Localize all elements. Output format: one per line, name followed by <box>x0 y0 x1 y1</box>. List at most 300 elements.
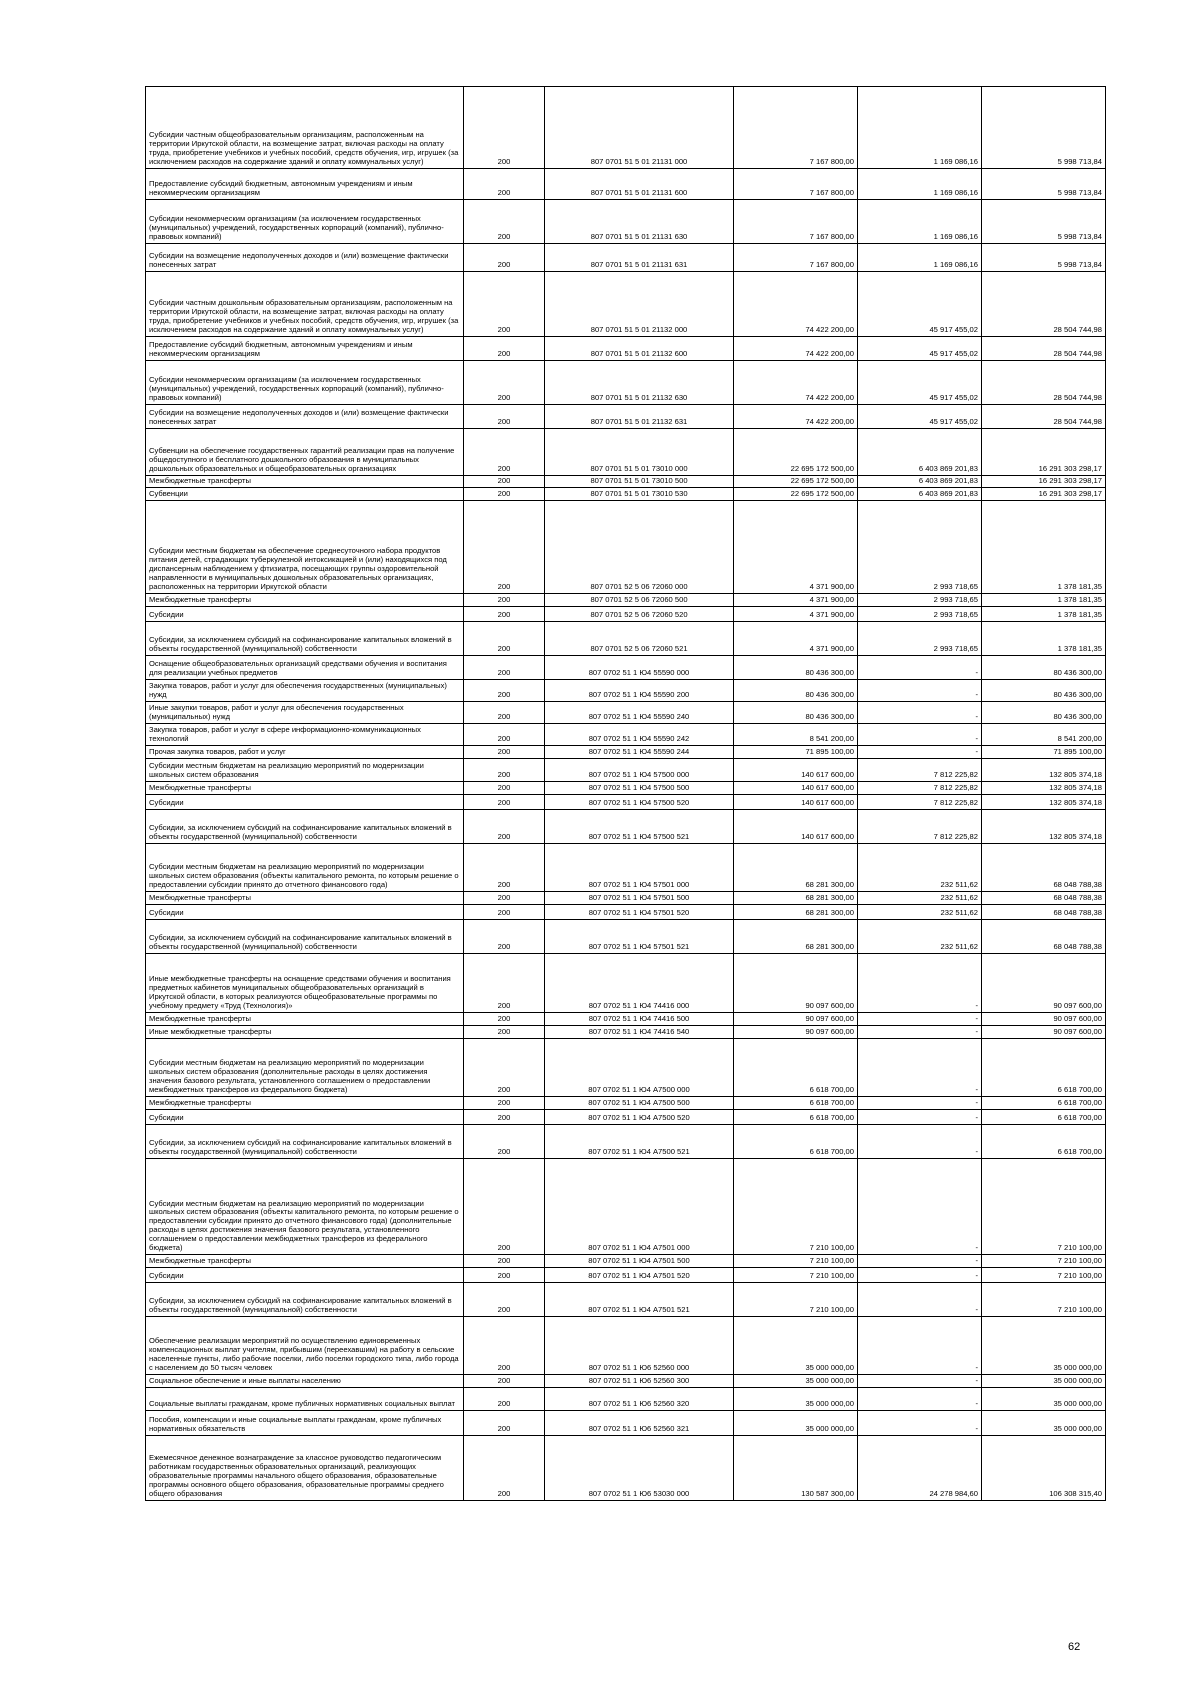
approved-amount-cell: 68 281 300,00 <box>734 920 858 954</box>
unexecuted-amount-cell: 80 436 300,00 <box>982 656 1106 680</box>
table-row <box>146 1159 1106 1255</box>
expense-name-cell: Субсидии местным бюджетам на реализацию мероприятий по модернизации школьных систем образования <box>146 759 464 782</box>
line-code-cell: 200 <box>464 746 545 759</box>
table-body <box>146 87 1106 1501</box>
approved-amount-cell: 7 210 100,00 <box>734 1255 858 1268</box>
unexecuted-amount-cell: 28 504 744,98 <box>982 405 1106 429</box>
executed-amount-cell: - <box>858 1255 982 1268</box>
budget-classification-code-cell: 807 0702 51 1 Ю4 55590 000 <box>545 656 734 680</box>
table-row <box>146 954 1106 1013</box>
unexecuted-amount-cell: 6 618 700,00 <box>982 1039 1106 1097</box>
budget-classification-code-cell: 807 0702 51 1 Ю4 А7500 000 <box>545 1039 734 1097</box>
budget-classification-code-cell: 807 0701 51 5 01 21131 630 <box>545 200 734 244</box>
unexecuted-amount-cell: 132 805 374,18 <box>982 795 1106 810</box>
approved-amount-cell: 140 617 600,00 <box>734 810 858 844</box>
table-row <box>146 656 1106 680</box>
approved-amount-cell: 8 541 200,00 <box>734 724 858 746</box>
expense-name-cell: Субвенции <box>146 488 464 501</box>
expense-name-cell: Субсидии местным бюджетам на реализацию мероприятий по модернизации школьных систем образования (дополнительные расходы в целях достижения значения базового результата, установленного соглашением о предоставлении межбюджетных трансферов из федерального бюджета) <box>146 1039 464 1097</box>
unexecuted-amount-cell: 5 998 713,84 <box>982 244 1106 272</box>
table-row <box>146 1013 1106 1026</box>
approved-amount-cell: 140 617 600,00 <box>734 795 858 810</box>
approved-amount-cell: 35 000 000,00 <box>734 1375 858 1388</box>
budget-classification-code-cell: 807 0701 51 5 01 21132 600 <box>545 337 734 361</box>
table-row <box>146 622 1106 656</box>
approved-amount-cell: 22 695 172 500,00 <box>734 488 858 501</box>
budget-execution-table <box>145 86 1106 1501</box>
executed-amount-cell: - <box>858 746 982 759</box>
expense-name-cell: Социальные выплаты гражданам, кроме публичных нормативных социальных выплат <box>146 1388 464 1411</box>
expense-name-cell: Субсидии местным бюджетам на обеспечение среднесуточного набора продуктов питания детей, страдающих туберкулезной интоксикацией и (или) находящихся под диспансерным наблюдением у фтизиатра, посещающих группы оздоровительной направленности в муниципальных дошкольных образовательных организациях, расположенных на территории Иркутской области <box>146 501 464 594</box>
line-code-cell: 200 <box>464 1255 545 1268</box>
approved-amount-cell: 80 436 300,00 <box>734 656 858 680</box>
budget-classification-code-cell: 807 0701 51 5 01 21131 600 <box>545 169 734 200</box>
expense-name-cell: Социальное обеспечение и иные выплаты населению <box>146 1375 464 1388</box>
executed-amount-cell: 7 812 225,82 <box>858 759 982 782</box>
budget-classification-code-cell: 807 0702 51 1 Ю4 57500 000 <box>545 759 734 782</box>
table-row <box>146 1125 1106 1159</box>
unexecuted-amount-cell: 7 210 100,00 <box>982 1255 1106 1268</box>
unexecuted-amount-cell: 5 998 713,84 <box>982 200 1106 244</box>
line-code-cell: 200 <box>464 607 545 622</box>
executed-amount-cell: 232 511,62 <box>858 920 982 954</box>
expense-name-cell: Пособия, компенсации и иные социальные выплаты гражданам, кроме публичных нормативных обязательств <box>146 1411 464 1436</box>
line-code-cell: 200 <box>464 1268 545 1283</box>
budget-classification-code-cell: 807 0702 51 1 Ю6 52560 300 <box>545 1375 734 1388</box>
unexecuted-amount-cell: 6 618 700,00 <box>982 1110 1106 1125</box>
approved-amount-cell: 4 371 900,00 <box>734 594 858 607</box>
table-row <box>146 1110 1106 1125</box>
unexecuted-amount-cell: 28 504 744,98 <box>982 272 1106 337</box>
expense-name-cell: Субсидии <box>146 607 464 622</box>
expense-name-cell: Субсидии <box>146 795 464 810</box>
unexecuted-amount-cell: 35 000 000,00 <box>982 1411 1106 1436</box>
budget-classification-code-cell: 807 0702 51 1 Ю4 74416 540 <box>545 1026 734 1039</box>
table-row <box>146 1388 1106 1411</box>
approved-amount-cell: 80 436 300,00 <box>734 702 858 724</box>
approved-amount-cell: 4 371 900,00 <box>734 501 858 594</box>
table-row <box>146 724 1106 746</box>
line-code-cell: 200 <box>464 656 545 680</box>
expense-name-cell: Обеспечение реализации мероприятий по осуществлению единовременных компенсационных выплат учителям, прибывшим (переехавшим) на работу в сельские населенные пункты, либо рабочие поселки, либо поселки городского типа, либо города с населением до 50 тысяч человек <box>146 1317 464 1375</box>
executed-amount-cell: 45 917 455,02 <box>858 405 982 429</box>
executed-amount-cell: 2 993 718,65 <box>858 594 982 607</box>
line-code-cell: 200 <box>464 87 545 169</box>
approved-amount-cell: 7 210 100,00 <box>734 1268 858 1283</box>
approved-amount-cell: 7 167 800,00 <box>734 169 858 200</box>
unexecuted-amount-cell: 7 210 100,00 <box>982 1283 1106 1317</box>
budget-classification-code-cell: 807 0701 51 5 01 73010 000 <box>545 429 734 476</box>
unexecuted-amount-cell: 35 000 000,00 <box>982 1388 1106 1411</box>
budget-classification-code-cell: 807 0702 51 1 Ю4 А7501 521 <box>545 1283 734 1317</box>
expense-name-cell: Субсидии частным дошкольным образовательным организациям, расположенным на территории Иркутской области, на возмещение затрат, включая расходы на оплату труда, приобретение учебников и учебных пособий, средств обучения, игр, игрушек (за исключением расходов на содержание зданий и оплату коммунальных услуг) <box>146 272 464 337</box>
line-code-cell: 200 <box>464 1375 545 1388</box>
approved-amount-cell: 6 618 700,00 <box>734 1097 858 1110</box>
executed-amount-cell: - <box>858 1013 982 1026</box>
expense-name-cell: Субсидии <box>146 1110 464 1125</box>
expense-name-cell: Межбюджетные трансферты <box>146 1097 464 1110</box>
unexecuted-amount-cell: 132 805 374,18 <box>982 759 1106 782</box>
approved-amount-cell: 71 895 100,00 <box>734 746 858 759</box>
executed-amount-cell: - <box>858 1110 982 1125</box>
budget-classification-code-cell: 807 0702 51 1 Ю4 57501 500 <box>545 892 734 905</box>
line-code-cell: 200 <box>464 200 545 244</box>
budget-classification-code-cell: 807 0702 51 1 Ю4 А7500 521 <box>545 1125 734 1159</box>
line-code-cell: 200 <box>464 680 545 702</box>
table-row <box>146 337 1106 361</box>
expense-name-cell: Субсидии, за исключением субсидий на софинансирование капитальных вложений в объекты государственной (муниципальной) собственности <box>146 1125 464 1159</box>
line-code-cell: 200 <box>464 244 545 272</box>
unexecuted-amount-cell: 6 618 700,00 <box>982 1097 1106 1110</box>
unexecuted-amount-cell: 71 895 100,00 <box>982 746 1106 759</box>
expense-name-cell: Оснащение общеобразовательных организаций средствами обучения и воспитания для реализации учебных предметов <box>146 656 464 680</box>
executed-amount-cell: - <box>858 1411 982 1436</box>
expense-name-cell: Ежемесячное денежное вознаграждение за классное руководство педагогическим работникам государственных образовательных организаций, реализующих образовательные программы начального общего образования, образовательные программы основного общего образования, образовательные программы среднего общего образования <box>146 1436 464 1501</box>
expense-name-cell: Субсидии <box>146 905 464 920</box>
table-row <box>146 782 1106 795</box>
expense-name-cell: Закупка товаров, работ и услуг в сфере информационно-коммуникационных технологий <box>146 724 464 746</box>
table-row <box>146 87 1106 169</box>
line-code-cell: 200 <box>464 1097 545 1110</box>
table-row <box>146 200 1106 244</box>
table-row <box>146 594 1106 607</box>
budget-classification-code-cell: 807 0702 51 1 Ю4 А7500 500 <box>545 1097 734 1110</box>
table-row <box>146 844 1106 892</box>
line-code-cell: 200 <box>464 337 545 361</box>
executed-amount-cell: 1 169 086,16 <box>858 87 982 169</box>
budget-classification-code-cell: 807 0702 51 1 Ю6 52560 321 <box>545 1411 734 1436</box>
table-row <box>146 1317 1106 1375</box>
expense-name-cell: Предоставление субсидий бюджетным, автономным учреждениям и иным некоммерческим организациям <box>146 337 464 361</box>
expense-name-cell: Иные межбюджетные трансферты <box>146 1026 464 1039</box>
approved-amount-cell: 4 371 900,00 <box>734 622 858 656</box>
unexecuted-amount-cell: 16 291 303 298,17 <box>982 429 1106 476</box>
executed-amount-cell: - <box>858 1388 982 1411</box>
table-row <box>146 1039 1106 1097</box>
approved-amount-cell: 6 618 700,00 <box>734 1110 858 1125</box>
unexecuted-amount-cell: 68 048 788,38 <box>982 920 1106 954</box>
line-code-cell: 200 <box>464 795 545 810</box>
approved-amount-cell: 140 617 600,00 <box>734 759 858 782</box>
table-row <box>146 759 1106 782</box>
approved-amount-cell: 80 436 300,00 <box>734 680 858 702</box>
executed-amount-cell: 2 993 718,65 <box>858 622 982 656</box>
unexecuted-amount-cell: 1 378 181,35 <box>982 607 1106 622</box>
executed-amount-cell: 6 403 869 201,83 <box>858 488 982 501</box>
budget-classification-code-cell: 807 0701 51 5 01 73010 500 <box>545 476 734 488</box>
executed-amount-cell: 45 917 455,02 <box>858 361 982 405</box>
executed-amount-cell: - <box>858 680 982 702</box>
line-code-cell: 200 <box>464 594 545 607</box>
unexecuted-amount-cell: 132 805 374,18 <box>982 810 1106 844</box>
budget-classification-code-cell: 807 0701 51 5 01 21132 000 <box>545 272 734 337</box>
unexecuted-amount-cell: 132 805 374,18 <box>982 782 1106 795</box>
table-row <box>146 795 1106 810</box>
expense-name-cell: Субвенции на обеспечение государственных гарантий реализации прав на получение общедоступного и бесплатного дошкольного образования в муниципальных дошкольных образовательных и общеобразовательных организациях <box>146 429 464 476</box>
table-row <box>146 1268 1106 1283</box>
budget-classification-code-cell: 807 0701 51 5 01 21131 000 <box>545 87 734 169</box>
budget-classification-code-cell: 807 0702 51 1 Ю4 А7500 520 <box>545 1110 734 1125</box>
table-row <box>146 1255 1106 1268</box>
line-code-cell: 200 <box>464 272 545 337</box>
line-code-cell: 200 <box>464 361 545 405</box>
expense-name-cell: Межбюджетные трансферты <box>146 782 464 795</box>
line-code-cell: 200 <box>464 1283 545 1317</box>
line-code-cell: 200 <box>464 724 545 746</box>
expense-name-cell: Межбюджетные трансферты <box>146 594 464 607</box>
approved-amount-cell: 22 695 172 500,00 <box>734 429 858 476</box>
expense-name-cell: Межбюджетные трансферты <box>146 1013 464 1026</box>
line-code-cell: 200 <box>464 892 545 905</box>
expense-name-cell: Прочая закупка товаров, работ и услуг <box>146 746 464 759</box>
unexecuted-amount-cell: 28 504 744,98 <box>982 361 1106 405</box>
approved-amount-cell: 90 097 600,00 <box>734 1026 858 1039</box>
line-code-cell: 200 <box>464 1411 545 1436</box>
budget-classification-code-cell: 807 0701 51 5 01 21132 631 <box>545 405 734 429</box>
line-code-cell: 200 <box>464 702 545 724</box>
expense-name-cell: Межбюджетные трансферты <box>146 892 464 905</box>
budget-classification-code-cell: 807 0702 51 1 Ю6 52560 320 <box>545 1388 734 1411</box>
executed-amount-cell: - <box>858 1026 982 1039</box>
executed-amount-cell: - <box>858 1125 982 1159</box>
executed-amount-cell: 7 812 225,82 <box>858 782 982 795</box>
expense-name-cell: Субсидии некоммерческим организациям (за исключением государственных (муниципальных) учреждений, государственных корпораций (компаний), публично-правовых компаний) <box>146 361 464 405</box>
unexecuted-amount-cell: 90 097 600,00 <box>982 1026 1106 1039</box>
expense-name-cell: Закупка товаров, работ и услуг для обеспечения государственных (муниципальных) нужд <box>146 680 464 702</box>
budget-classification-code-cell: 807 0702 51 1 Ю4 А7501 000 <box>545 1159 734 1255</box>
budget-classification-code-cell: 807 0702 51 1 Ю6 52560 000 <box>545 1317 734 1375</box>
unexecuted-amount-cell: 80 436 300,00 <box>982 702 1106 724</box>
unexecuted-amount-cell: 7 210 100,00 <box>982 1268 1106 1283</box>
line-code-cell: 200 <box>464 476 545 488</box>
executed-amount-cell: 7 812 225,82 <box>858 795 982 810</box>
executed-amount-cell: 2 993 718,65 <box>858 501 982 594</box>
budget-classification-code-cell: 807 0701 51 5 01 21132 630 <box>545 361 734 405</box>
unexecuted-amount-cell: 68 048 788,38 <box>982 844 1106 892</box>
line-code-cell: 200 <box>464 844 545 892</box>
budget-classification-code-cell: 807 0702 51 1 Ю4 57500 500 <box>545 782 734 795</box>
unexecuted-amount-cell: 1 378 181,35 <box>982 594 1106 607</box>
expense-name-cell: Субсидии, за исключением субсидий на софинансирование капитальных вложений в объекты государственной (муниципальной) собственности <box>146 622 464 656</box>
expense-name-cell: Субсидии, за исключением субсидий на софинансирование капитальных вложений в объекты государственной (муниципальной) собственности <box>146 1283 464 1317</box>
approved-amount-cell: 35 000 000,00 <box>734 1317 858 1375</box>
budget-classification-code-cell: 807 0702 51 1 Ю4 57501 521 <box>545 920 734 954</box>
table-row <box>146 892 1106 905</box>
executed-amount-cell: 232 511,62 <box>858 892 982 905</box>
executed-amount-cell: - <box>858 656 982 680</box>
executed-amount-cell: 232 511,62 <box>858 905 982 920</box>
budget-classification-code-cell: 807 0702 51 1 Ю6 53030 000 <box>545 1436 734 1501</box>
budget-classification-code-cell: 807 0701 51 5 01 73010 530 <box>545 488 734 501</box>
budget-classification-code-cell: 807 0702 51 1 Ю4 55590 244 <box>545 746 734 759</box>
unexecuted-amount-cell: 1 378 181,35 <box>982 501 1106 594</box>
line-code-cell: 200 <box>464 1026 545 1039</box>
budget-classification-code-cell: 807 0702 51 1 Ю4 57500 521 <box>545 810 734 844</box>
line-code-cell: 200 <box>464 920 545 954</box>
approved-amount-cell: 7 210 100,00 <box>734 1159 858 1255</box>
table-row <box>146 905 1106 920</box>
budget-classification-code-cell: 807 0702 51 1 Ю4 74416 000 <box>545 954 734 1013</box>
unexecuted-amount-cell: 28 504 744,98 <box>982 337 1106 361</box>
unexecuted-amount-cell: 5 998 713,84 <box>982 169 1106 200</box>
unexecuted-amount-cell: 8 541 200,00 <box>982 724 1106 746</box>
table-row <box>146 810 1106 844</box>
approved-amount-cell: 140 617 600,00 <box>734 782 858 795</box>
executed-amount-cell: - <box>858 1375 982 1388</box>
line-code-cell: 200 <box>464 759 545 782</box>
executed-amount-cell: 2 993 718,65 <box>858 607 982 622</box>
executed-amount-cell: 1 169 086,16 <box>858 244 982 272</box>
budget-classification-code-cell: 807 0702 51 1 Ю4 74416 500 <box>545 1013 734 1026</box>
budget-classification-code-cell: 807 0701 52 5 06 72060 000 <box>545 501 734 594</box>
budget-classification-code-cell: 807 0702 51 1 Ю4 55590 242 <box>545 724 734 746</box>
budget-classification-code-cell: 807 0702 51 1 Ю4 А7501 500 <box>545 1255 734 1268</box>
unexecuted-amount-cell: 35 000 000,00 <box>982 1317 1106 1375</box>
unexecuted-amount-cell: 1 378 181,35 <box>982 622 1106 656</box>
line-code-cell: 200 <box>464 1013 545 1026</box>
line-code-cell: 200 <box>464 1317 545 1375</box>
line-code-cell: 200 <box>464 782 545 795</box>
table-row <box>146 702 1106 724</box>
executed-amount-cell: 45 917 455,02 <box>858 272 982 337</box>
expense-name-cell: Межбюджетные трансферты <box>146 1255 464 1268</box>
approved-amount-cell: 90 097 600,00 <box>734 1013 858 1026</box>
table-row <box>146 169 1106 200</box>
executed-amount-cell: 45 917 455,02 <box>858 337 982 361</box>
table-row <box>146 272 1106 337</box>
executed-amount-cell: - <box>858 1283 982 1317</box>
executed-amount-cell: - <box>858 1159 982 1255</box>
approved-amount-cell: 74 422 200,00 <box>734 405 858 429</box>
approved-amount-cell: 6 618 700,00 <box>734 1039 858 1097</box>
approved-amount-cell: 130 587 300,00 <box>734 1436 858 1501</box>
expense-name-cell: Предоставление субсидий бюджетным, автономным учреждениям и иным некоммерческим организациям <box>146 169 464 200</box>
table-row <box>146 1026 1106 1039</box>
budget-classification-code-cell: 807 0701 52 5 06 72060 521 <box>545 622 734 656</box>
table-row <box>146 1411 1106 1436</box>
expense-name-cell: Иные закупки товаров, работ и услуг для обеспечения государственных (муниципальных) нужд <box>146 702 464 724</box>
executed-amount-cell: 1 169 086,16 <box>858 200 982 244</box>
line-code-cell: 200 <box>464 429 545 476</box>
unexecuted-amount-cell: 35 000 000,00 <box>982 1375 1106 1388</box>
approved-amount-cell: 22 695 172 500,00 <box>734 476 858 488</box>
line-code-cell: 200 <box>464 1125 545 1159</box>
approved-amount-cell: 74 422 200,00 <box>734 337 858 361</box>
budget-classification-code-cell: 807 0702 51 1 Ю4 55590 240 <box>545 702 734 724</box>
table-row <box>146 244 1106 272</box>
table-row <box>146 920 1106 954</box>
line-code-cell: 200 <box>464 501 545 594</box>
budget-classification-code-cell: 807 0702 51 1 Ю4 57501 520 <box>545 905 734 920</box>
line-code-cell: 200 <box>464 1388 545 1411</box>
expense-name-cell: Субсидии <box>146 1268 464 1283</box>
budget-classification-code-cell: 807 0702 51 1 Ю4 57500 520 <box>545 795 734 810</box>
approved-amount-cell: 35 000 000,00 <box>734 1388 858 1411</box>
budget-classification-code-cell: 807 0701 51 5 01 21131 631 <box>545 244 734 272</box>
expense-name-cell: Субсидии частным общеобразовательным организациям, расположенным на территории Иркутской области, на возмещение затрат, включая расходы на оплату труда, приобретение учебников и учебных пособий, средств обучения, игр, игрушек (за исключением расходов на содержание зданий и оплату коммунальных услуг) <box>146 87 464 169</box>
table-row <box>146 361 1106 405</box>
expense-name-cell: Межбюджетные трансферты <box>146 476 464 488</box>
approved-amount-cell: 68 281 300,00 <box>734 905 858 920</box>
line-code-cell: 200 <box>464 169 545 200</box>
table-row <box>146 1283 1106 1317</box>
executed-amount-cell: - <box>858 1039 982 1097</box>
approved-amount-cell: 90 097 600,00 <box>734 954 858 1013</box>
expense-name-cell: Субсидии на возмещение недополученных доходов и (или) возмещение фактически понесенных затрат <box>146 405 464 429</box>
unexecuted-amount-cell: 68 048 788,38 <box>982 905 1106 920</box>
approved-amount-cell: 7 167 800,00 <box>734 200 858 244</box>
line-code-cell: 200 <box>464 622 545 656</box>
executed-amount-cell: 6 403 869 201,83 <box>858 476 982 488</box>
executed-amount-cell: 232 511,62 <box>858 844 982 892</box>
table-row <box>146 476 1106 488</box>
line-code-cell: 200 <box>464 405 545 429</box>
budget-classification-code-cell: 807 0701 52 5 06 72060 520 <box>545 607 734 622</box>
expense-name-cell: Субсидии, за исключением субсидий на софинансирование капитальных вложений в объекты государственной (муниципальной) собственности <box>146 920 464 954</box>
executed-amount-cell: - <box>858 702 982 724</box>
budget-classification-code-cell: 807 0702 51 1 Ю4 А7501 520 <box>545 1268 734 1283</box>
executed-amount-cell: 1 169 086,16 <box>858 169 982 200</box>
approved-amount-cell: 4 371 900,00 <box>734 607 858 622</box>
approved-amount-cell: 6 618 700,00 <box>734 1125 858 1159</box>
table-row <box>146 405 1106 429</box>
line-code-cell: 200 <box>464 810 545 844</box>
table-row <box>146 607 1106 622</box>
expense-name-cell: Субсидии местным бюджетам на реализацию мероприятий по модернизации школьных систем образования (объекты капитального ремонта, по которым решение о предоставлении субсидии принято до отчетного финансового года) (дополнительные расходы в целях достижения значения базового результата, установленного соглашением о предоставлении межбюджетных трансферов из федерального бюджета) <box>146 1159 464 1255</box>
approved-amount-cell: 74 422 200,00 <box>734 361 858 405</box>
unexecuted-amount-cell: 90 097 600,00 <box>982 1013 1106 1026</box>
executed-amount-cell: - <box>858 954 982 1013</box>
line-code-cell: 200 <box>464 488 545 501</box>
unexecuted-amount-cell: 90 097 600,00 <box>982 954 1106 1013</box>
line-code-cell: 200 <box>464 1436 545 1501</box>
table-row <box>146 429 1106 476</box>
table-row <box>146 746 1106 759</box>
approved-amount-cell: 7 210 100,00 <box>734 1283 858 1317</box>
unexecuted-amount-cell: 68 048 788,38 <box>982 892 1106 905</box>
approved-amount-cell: 7 167 800,00 <box>734 244 858 272</box>
line-code-cell: 200 <box>464 1110 545 1125</box>
executed-amount-cell: 7 812 225,82 <box>858 810 982 844</box>
approved-amount-cell: 35 000 000,00 <box>734 1411 858 1436</box>
line-code-cell: 200 <box>464 1039 545 1097</box>
unexecuted-amount-cell: 6 618 700,00 <box>982 1125 1106 1159</box>
page-number: 62 <box>1068 1641 1081 1653</box>
executed-amount-cell: - <box>858 1268 982 1283</box>
unexecuted-amount-cell: 5 998 713,84 <box>982 87 1106 169</box>
table-row <box>146 1097 1106 1110</box>
unexecuted-amount-cell: 80 436 300,00 <box>982 680 1106 702</box>
expense-name-cell: Субсидии местным бюджетам на реализацию мероприятий по модернизации школьных систем образования (объекты капитального ремонта, по которым решение о предоставлении субсидии принято до отчетного финансового года) <box>146 844 464 892</box>
unexecuted-amount-cell: 106 308 315,40 <box>982 1436 1106 1501</box>
table-row <box>146 501 1106 594</box>
table-row <box>146 1436 1106 1501</box>
executed-amount-cell: - <box>858 1317 982 1375</box>
expense-name-cell: Субсидии на возмещение недополученных доходов и (или) возмещение фактически понесенных затрат <box>146 244 464 272</box>
approved-amount-cell: 74 422 200,00 <box>734 272 858 337</box>
executed-amount-cell: 24 278 984,60 <box>858 1436 982 1501</box>
expense-name-cell: Субсидии, за исключением субсидий на софинансирование капитальных вложений в объекты государственной (муниципальной) собственности <box>146 810 464 844</box>
line-code-cell: 200 <box>464 905 545 920</box>
unexecuted-amount-cell: 16 291 303 298,17 <box>982 488 1106 501</box>
budget-classification-code-cell: 807 0702 51 1 Ю4 57501 000 <box>545 844 734 892</box>
line-code-cell: 200 <box>464 954 545 1013</box>
expense-name-cell: Иные межбюджетные трансферты на оснащение средствами обучения и воспитания предметных кабинетов муниципальных общеобразовательных организаций в Иркутской области, в которых реализуются общеобразовательные программы по учебному предмету «Труд (Технология)» <box>146 954 464 1013</box>
executed-amount-cell: - <box>858 724 982 746</box>
unexecuted-amount-cell: 7 210 100,00 <box>982 1159 1106 1255</box>
approved-amount-cell: 68 281 300,00 <box>734 892 858 905</box>
table-row <box>146 680 1106 702</box>
